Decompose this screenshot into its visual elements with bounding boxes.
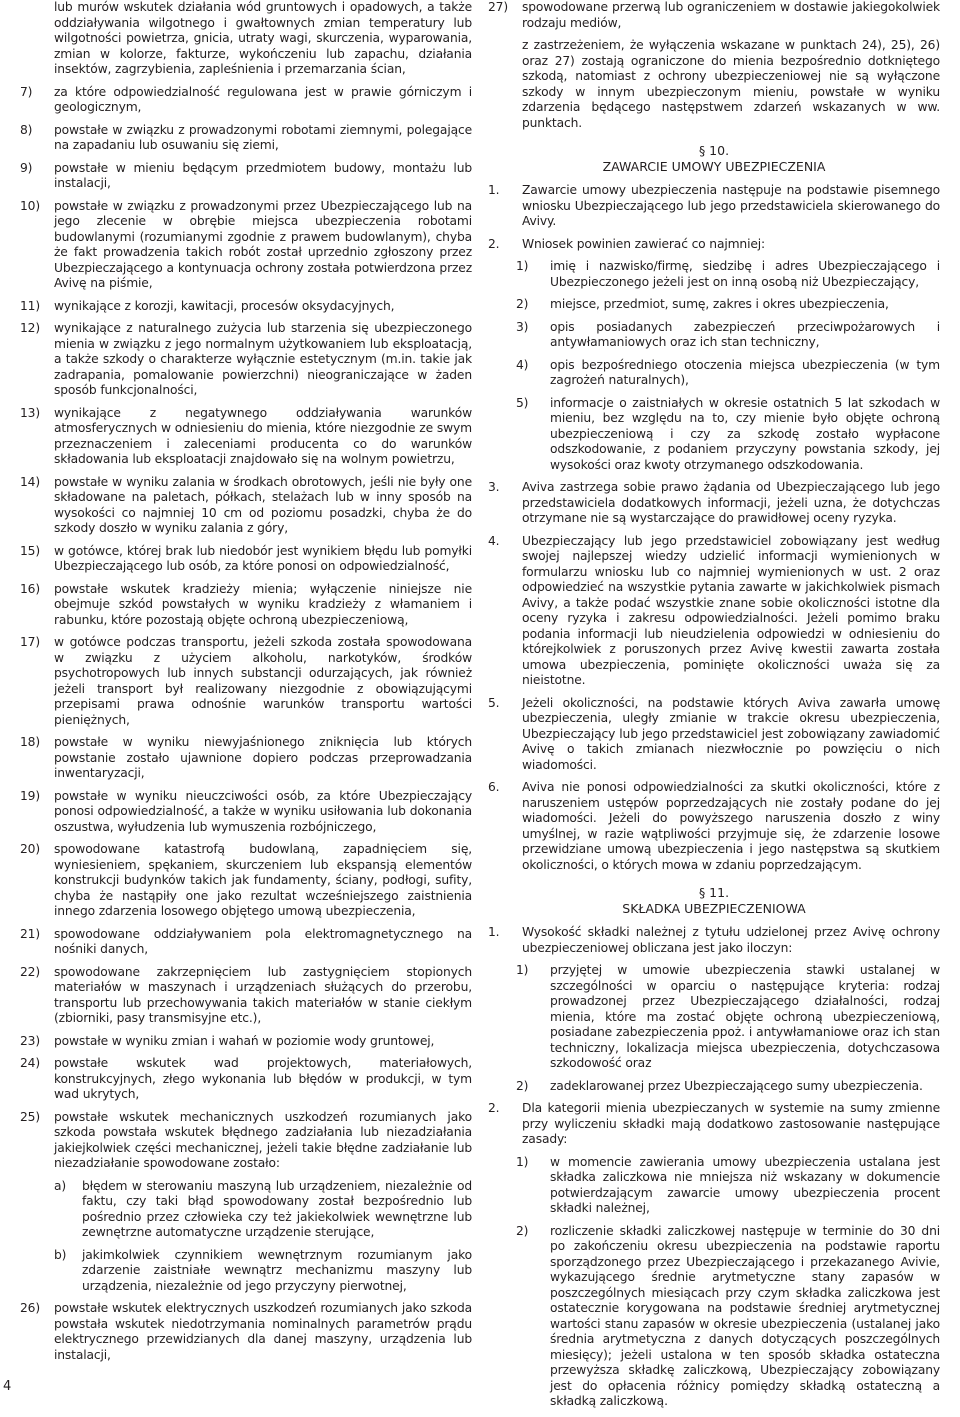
list-item-text: powstałe w wyniku zalania w środkach obrotowych, jeśli nie były one składowane na paletach, półkach, stelażach lub w inny sposób na wysokości co najmniej 10 cm od poziomu posadzki, chyba że do szkody doszło w wyniku zalania z góry, [54, 474, 472, 535]
list-item [488, 320, 940, 351]
list-item-text: jakimkolwiek czynnikiem wewnętrznym rozumianym jako zdarzenie zaistniałe wewnątrz mechanizmu maszyny lub urządzenia, niezależnie od jego przyczyny pierwotnej, [82, 1247, 472, 1293]
list-item [488, 696, 940, 774]
list-item-number: 18) [20, 735, 40, 749]
list-item [488, 780, 940, 873]
list-item-text: powstałe wskutek kradzieży mienia; wyłączenie niniejsze nie obejmuje szkód powstałych w wyniku kradzieży z włamaniem i rabunku, które pozostają objęte ochroną ubezpieczeniową, [54, 581, 472, 627]
right-column [488, 0, 940, 1417]
list-item-number: 19) [20, 788, 40, 803]
list-item [20, 475, 472, 537]
list-item [20, 1034, 472, 1050]
list-item-number: 2) [516, 1078, 529, 1093]
list-item-text: Zawarcie umowy ubezpieczenia następuje na podstawie pisemnego wniosku Ubezpieczającego lub jego przedstawiciela skierowanego do Avivy. [522, 183, 940, 228]
list-item-text: powstałe w związku z prowadzonymi przez Ubezpieczającego lub na jego zlecenie w obrębie miejsca ubezpieczenia robotami budowlanymi (rozumianymi zgodnie z prawem budowlanym), chyba że fakt prowadzenia takich robót został uprzednio zgłoszony przez Ubezpieczającego a kontynuacja ochrony została potwierdzona przez Avivę na piśmie, [54, 198, 472, 290]
list-item-number: 27) [488, 0, 508, 14]
section-10-title: ZAWARCIE UMOWY UBEZPIECZENIA [602, 159, 826, 174]
list-item-text: informacje o zaistniałych w okresie ostatnich 5 lat szkodach w mieniu, bez względu na to, czy mienie było objęte ochroną ubezpieczeniową i czy za szkodę zostało wypłacone odszkodowanie, z podaniem przyczyny powstania szkody, jej wysokości oraz kwoty otrzymanego odszkodowania. [550, 395, 940, 472]
list-item [20, 1248, 472, 1295]
list-item-text: wynikające z negatywnego oddziaływania warunków atmosferycznych w odniesieniu do mienia, które niezgodnie ze swym przeznaczeniem i zaleceniami producenta co do warunków składowania lub eksploatacji znajdowało się na wolnym powietrzu, [54, 405, 472, 466]
list-item [20, 965, 472, 1027]
list-item [488, 183, 940, 230]
list-item [20, 1056, 472, 1103]
list-item-number: 20) [20, 842, 40, 856]
list-item-text: miejsce, przedmiot, sumę, zakres i okres ubezpieczenia, [550, 297, 889, 311]
list-item [20, 199, 472, 292]
list-item [20, 842, 472, 920]
list-item [20, 735, 472, 782]
section-11-number: § 11. [698, 885, 730, 900]
list-item [20, 321, 472, 399]
list-item-text: spowodowane katastrofą budowlaną, zapadnięciem się, wyniesieniem, spękaniem, skurczeniem lub ekspansją elementów konstrukcji budynków takich jak fundamenty, ściany, podłogi, sufity, chyba że nastąpiły one jako rezultat wcześniejszego zaistnienia innego zdarzenia losowego objętego umową ubezpieczenia, [54, 842, 472, 918]
list-item [20, 789, 472, 836]
list-item-number: 7) [20, 84, 33, 99]
list-item-text: powstałe w wyniku nieuczciwości osób, za które Ubezpieczający ponosi odpowiedzialność, a także w wyniku usiłowania lub dokonania oszustwa, wyłudzenia lub wymuszenia rozbójniczego, [54, 788, 472, 834]
list-item-number: 17) [20, 635, 40, 649]
list-item-text: w gotówce, której brak lub niedobór jest wynikiem błędu lub pomyłki Ubezpieczającego lub osób, za które ponosi on odpowiedzialność, [54, 543, 472, 573]
list-item-text: Wysokość składki należnej z tytułu udzielonej przez Avivę ochrony ubezpieczeniowej obliczana jest jako iloczyn: [522, 925, 940, 955]
list-item [488, 534, 940, 689]
list-item-number: 1) [516, 259, 529, 273]
paragraph [20, 0, 472, 78]
page-number: 4 [3, 1379, 12, 1394]
list-item-text: w momencie zawierania umowy ubezpieczenia ustalana jest składka zaliczkowa nie mniejsza niż wskazany w dokumencie potwierdzającym zawarcie umowy ubezpieczenia procent składki należnej, [550, 1154, 940, 1215]
list-item-number: 14) [20, 474, 40, 489]
list-item [488, 396, 940, 474]
list-item-text: Wniosek powinien zawierać co najmniej: [522, 236, 766, 251]
list-item-number: 10) [20, 198, 40, 213]
list-item-number: 12) [20, 321, 40, 335]
list-item-number: b) [54, 1247, 67, 1262]
section-11-title: SKŁADKA UBEZPIECZENIOWA [622, 901, 806, 916]
list-item [20, 85, 472, 116]
list-item-number: a) [54, 1178, 67, 1193]
paragraph [488, 38, 940, 131]
list-item-text: powstałe w mieniu będącym przedmiotem budowy, montażu lub instalacji, [54, 160, 472, 190]
list-item-number: 25) [20, 1109, 40, 1124]
list-item-number: 5) [516, 395, 529, 410]
list-item-text: spowodowane zakrzepnięciem lub zastygnięciem stopionych materiałów w maszynach i urządzeniach służących do przerobu, transportu lub przechowywania takich materiałów w stanie ciekłym (zbiorniki, pasy transmisyjne etc.), [54, 964, 472, 1025]
list-item-text: opis posiadanych zabezpieczeń przeciwpożarowych i antywłamaniowych oraz ich stan techniczny, [550, 319, 940, 349]
list-item-text: powstałe w związku z prowadzonymi robotami ziemnymi, polegające na zapadaniu lub osuwaniu się ziemi, [54, 122, 472, 152]
list-item-number: 1. [488, 925, 500, 939]
list-item-number: 1) [516, 963, 529, 977]
list-item-text: powstałe wskutek wad projektowych, materiałowych, konstrukcyjnych, złego wykonania lub błędów w produkcji, w tym wad ukrytych, [54, 1056, 472, 1101]
list-item-number: 1) [516, 1154, 529, 1169]
list-item-number: 5. [488, 695, 500, 710]
list-item-text: zadeklarowanej przez Ubezpieczającego sumy ubezpieczenia. [550, 1078, 923, 1093]
list-item [20, 299, 472, 315]
list-item [20, 161, 472, 192]
list-item-text: spowodowane oddziaływaniem pola elektromagnetycznego na nośniki danych, [54, 926, 472, 956]
list-item-number: 2) [516, 297, 529, 311]
list-item-number: 16) [20, 581, 40, 596]
list-item-number: 3. [488, 480, 500, 494]
left-column [20, 0, 472, 1370]
list-item [488, 358, 940, 389]
list-item-text: opis bezpośredniego otoczenia miejsca ubezpieczenia (w tym zagrożeń naturalnych), [550, 357, 940, 387]
list-item [20, 544, 472, 575]
list-item-number: 4. [488, 533, 500, 548]
list-item-number: 11) [20, 298, 40, 313]
right-top-items [488, 0, 940, 131]
list-item-text: powstałe w wyniku niewyjaśnionego zniknięcia lub których powstanie zostało ujawnione dopiero podczas przeprowadzania inwentaryzacji, [54, 735, 472, 780]
list-item-text: rozliczenie składki zaliczkowej następuje w terminie do 30 dni po zakończeniu okresu ubezpieczenia na podstawie raportu sporządzonego przez Ubezpieczającego i przekazanego Avivie, wykazującego średnie arytmetyczne stany zapasów w poszczególnych miesiącach przy czym składka zaliczkowa jest ostatecznie korygowana na podstawie średniej arytmetycznej wartości stanu zapasów w okresie ubezpieczenia (ustalanej jako średnia arytmetyczna z danych dotyczących poszczególnych miesięcy); jeżeli ustalona w ten sposób składka ostateczna przewyższa składkę zaliczkową, Ubezpieczający zobowiązany jest do opłacenia różnicy pomiędzy składką ostateczną a składką zaliczkową. [550, 1223, 940, 1408]
list-item-number: 2. [488, 1101, 500, 1115]
list-item-text: Aviva zastrzega sobie prawo żądania od Ubezpieczającego lub jego przedstawiciela dodatkowych informacji, jeżeli uzna, że dotychczas otrzymane nie są wystarczające do prawidłowej oceny ryzyka. [522, 480, 940, 525]
list-item-number: 8) [20, 122, 33, 137]
section-10-items [488, 183, 940, 873]
list-item-text: powstałe wskutek elektrycznych uszkodzeń rozumianych jako szkoda powstała wskutek niedotrzymania nominalnych parametrów prądu elektrycznego przewidzianych dla danej maszyny, urządzenia lub instalacji, [54, 1301, 472, 1362]
section-11-items [488, 925, 940, 1410]
list-item-number: 6. [488, 780, 500, 794]
list-item [20, 1179, 472, 1241]
list-item [488, 0, 940, 31]
list-item-number: 22) [20, 964, 40, 979]
list-item-text: błędem w sterowaniu maszyną lub urządzeniem, niezależnie od faktu, czy taki błąd spowodowany został bezpośrednio lub pośrednio przez człowieka czy też jakiekolwiek wewnętrzne lub zewnętrzne automatyczne urządzenie sterujące, [82, 1178, 472, 1239]
list-item-text: powstałe wskutek mechanicznych uszkodzeń rozumianych jako szkoda powstała wskutek błędnego zadziałania lub niezadziałania jakiejkolwiek części mechanicznej, jeżeli takie błędne zadziałanie lub niezadziałanie spowodowane zostało: [54, 1109, 472, 1170]
list-item-text: imię i nazwisko/firmę, siedzibę i adres Ubezpieczającego i Ubezpieczonego jeżeli jest on inną osobą niż Ubezpieczający, [550, 259, 940, 289]
list-item-number: 13) [20, 405, 40, 420]
list-item-number: 2. [488, 236, 500, 251]
list-item [488, 297, 940, 313]
list-item [488, 1224, 940, 1410]
list-item-text: Aviva nie ponosi odpowiedzialności za skutki okoliczności, które z naruszeniem ustępów poprzedzających nie zostały podane do jej wiadomości. Jeżeli do powyższego naruszenia doszło z winy umyślnej, w razie wątpliwości przyjmuje się, że zdarzenie losowe przewidziane umową ubezpieczenia i jego następstwa są skutkiem okoliczności, o których mowa w zdaniu poprzedzającym. [522, 780, 940, 872]
list-item [20, 927, 472, 958]
list-item-number: 2) [516, 1223, 529, 1238]
list-item-text: wynikające z korozji, kawitacji, procesów oksydacyjnych, [54, 298, 395, 313]
list-item [488, 259, 940, 290]
list-item-text: z zastrzeżeniem, że wyłączenia wskazane w punktach 24), 25), 26) oraz 27) zostają ograniczone do mienia bezpośrednio dotkniętego szkodą, natomiast z ochrony ubezpieczeniowej nie są wyłączone szkody w innym ubezpieczonym mieniu, powstałe w wyniku zdarzenia będącego następstwem zdarzeń wskazanych w ww. punktach. [522, 38, 940, 130]
list-item-text: za które odpowiedzialność regulowana jest w prawie górniczym i geologicznym, [54, 84, 472, 114]
list-item-number: 23) [20, 1033, 40, 1048]
list-item-number: 24) [20, 1056, 40, 1070]
list-item-number: 15) [20, 543, 40, 558]
list-item-text: Ubezpieczający lub jego przedstawiciel zobowiązany jest według swojej najlepszej wiedzy udzielić informacji wymienionych w formularzu wniosku lub co najmniej wymienionych w ust. 2 oraz odpowiedzieć na wszystkie pytania zawarte w jakichkolwiek pismach Avivy, a także podać wszystkie znane sobie okoliczności istotne dla oceny ryzyka i zakresu odpowiedzialności. Jeżeli pomimo braku podania informacji lub nieudzielenia odpowiedzi w odniesieniu do którejkolwiek z poruszonych przez Avivę kwestii zawarta została umowa ubezpieczenia, pominięte okoliczności uważa się za nieistotne. [522, 533, 940, 687]
list-item [488, 1155, 940, 1217]
list-item [20, 123, 472, 154]
list-item-text: Jeżeli okoliczności, na podstawie których Aviva zawarła umowę ubezpieczenia, uległy zmianie w trakcie okresu ubezpieczenia, Ubezpieczający lub jego przedstawiciel jest zobowiązany zawiadomić Avivę o takich zmianach niezwłocznie po powzięciu o nich wiadomości. [522, 695, 940, 772]
list-item-number: 4) [516, 357, 529, 372]
list-item-number: 21) [20, 926, 40, 941]
list-item [488, 237, 940, 253]
list-item-text: lub murów wskutek działania wód gruntowych i opadowych, a także oddziaływania wilgotnego i gwałtownych zmian temperatury lub wilgotności powietrza, gnicia, utraty wagi, skurczenia, wyparowania, zmian w kolorze, fakturze, wykończeniu lub zapachu, działania insektów, zagrzybienia, zapleśnienia i przemarzania ścian, [54, 0, 472, 76]
list-item [20, 635, 472, 728]
list-item [20, 582, 472, 629]
list-item [20, 1110, 472, 1172]
list-item-number: 3) [516, 319, 529, 334]
list-item-text: w gotówce podczas transportu, jeżeli szkoda została spowodowana w związku z użyciem alkoholu, narkotyków, środków psychotropowych lub innych substancji odurzających, jak również jeżeli transport był realizowany niezgodnie z obowiązującymi przepisami prawa odnośnie warunków transportu wartości pieniężnych, [54, 635, 472, 727]
list-item-number: 26) [20, 1301, 40, 1315]
list-item-text: wynikające z naturalnego zużycia lub starzenia się ubezpieczonego mienia w związku z jego normalnym użytkowaniem lub eksploatacją, a także szkody o charakterze wyłącznie estetycznym (m.in. takie jak zadrapania, pomalowanie powierzchni) nieograniczające w żaden sposób funkcjonalności, [54, 321, 472, 397]
list-item [20, 406, 472, 468]
list-item [488, 925, 940, 956]
section-10-number: § 10. [698, 143, 730, 158]
list-item-text: spowodowane przerwą lub ograniczeniem w dostawie jakiegokolwiek rodzaju mediów, [522, 0, 940, 30]
list-item [20, 1301, 472, 1363]
list-item-text: powstałe w wyniku zmian i wahań w poziomie wody gruntowej, [54, 1033, 435, 1048]
list-item [488, 963, 940, 1072]
list-item [488, 1101, 940, 1148]
list-item-text: Dla kategorii mienia ubezpieczanych w systemie na sumy zmienne przy wyliczeniu składki mają dodatkowo zastosowanie następujące zasady: [522, 1101, 940, 1146]
list-item-number: 9) [20, 160, 33, 175]
list-item [488, 1079, 940, 1095]
list-item [488, 480, 940, 527]
list-item-number: 1. [488, 183, 500, 197]
list-item-text: przyjętej w umowie ubezpieczenia stawki ustalanej w szczególności w oparciu o następujące kryteria: rodzaj prowadzonej przez Ubezpieczającego działalności, rodzaj mienia, które ma zostać objęte ochroną ubezpieczeniową, posiadane zabezpieczenia ppoż. i antywłamaniowe oraz ich stan techniczny, lokalizacja miejsca ubezpieczenia, dotychczasowa szkodowość oraz [550, 963, 940, 1070]
